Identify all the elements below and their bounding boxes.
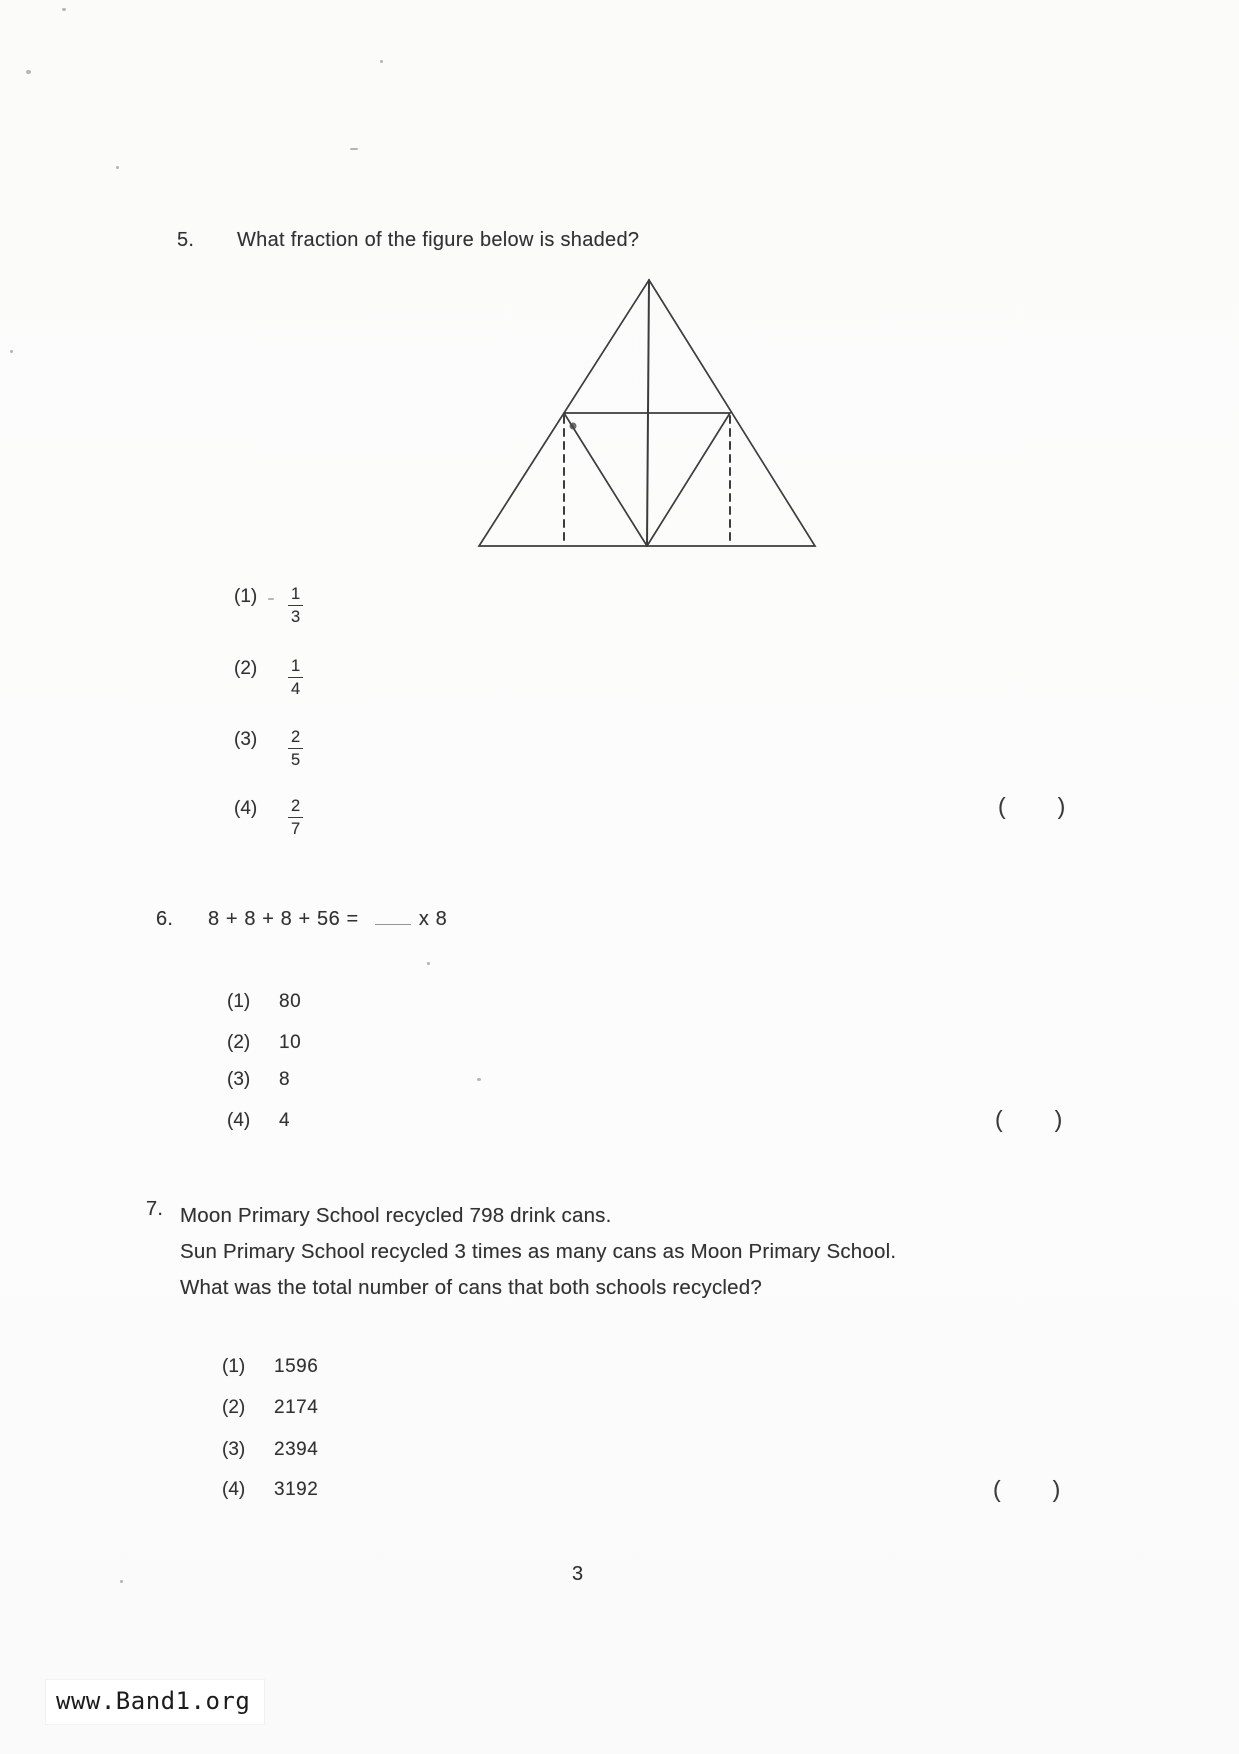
equation-right: x 8 xyxy=(418,908,448,930)
option-label: (4) xyxy=(222,1479,246,1500)
option-label: (2) xyxy=(227,1032,251,1053)
q6-answer-bracket xyxy=(995,1106,1062,1133)
question-number: 7. xyxy=(146,1198,164,1220)
question-number: 6. xyxy=(156,908,174,930)
option-label: (3) xyxy=(227,1069,251,1090)
close-bracket: ) xyxy=(1057,793,1066,819)
fraction-numerator: 2 xyxy=(291,728,301,746)
option-label: (4) xyxy=(234,798,258,819)
inner-right-line xyxy=(647,413,730,546)
option-label: (2) xyxy=(222,1397,246,1418)
scan-speck xyxy=(26,70,31,74)
close-bracket: ) xyxy=(1054,1106,1063,1132)
ink-blob xyxy=(570,423,577,430)
scan-speck xyxy=(62,8,66,11)
fraction-denominator: 4 xyxy=(288,677,303,700)
option-value: 80 xyxy=(279,991,302,1012)
open-bracket: ( xyxy=(993,1476,1001,1502)
answer-blank xyxy=(375,909,411,925)
page-number: 3 xyxy=(572,1563,584,1585)
q6-option-3 xyxy=(227,1069,290,1091)
open-bracket: ( xyxy=(995,1106,1003,1132)
option-label: (1) xyxy=(227,991,251,1012)
question-text xyxy=(180,1198,896,1306)
q7-option-2 xyxy=(222,1397,318,1419)
q5-option-1 xyxy=(234,586,303,627)
footer xyxy=(46,1680,264,1724)
scan-speck xyxy=(120,1580,123,1583)
q5-answer-bracket xyxy=(998,793,1065,820)
question-text: What fraction of the figure below is shaded? xyxy=(237,229,640,251)
equation-left: 8 + 8 + 8 + 56 = xyxy=(208,908,359,930)
question-number: 5. xyxy=(177,229,195,251)
inner-left-line xyxy=(564,413,647,546)
q6-option-2 xyxy=(227,1032,301,1054)
option-label: (3) xyxy=(234,729,258,750)
scan-speck xyxy=(10,350,13,353)
option-value: 8 xyxy=(279,1069,291,1090)
question-line-1: Moon Primary School recycled 798 drink cans. xyxy=(180,1204,612,1227)
option-value: 4 xyxy=(279,1110,291,1131)
option-label: (2) xyxy=(234,658,258,679)
option-label: (1) xyxy=(234,586,258,607)
fraction xyxy=(288,796,303,839)
option-label: (1) xyxy=(222,1356,246,1377)
fraction-numerator: 1 xyxy=(291,585,301,603)
question-line-3: What was the total number of cans that both schools recycled? xyxy=(180,1276,762,1299)
q7-answer-bracket xyxy=(993,1476,1060,1503)
close-bracket: ) xyxy=(1052,1476,1061,1502)
open-bracket: ( xyxy=(998,793,1006,819)
fraction-denominator: 5 xyxy=(288,748,303,771)
fraction xyxy=(288,727,303,770)
q5-option-3 xyxy=(234,729,303,770)
fraction-denominator: 3 xyxy=(288,605,303,628)
fraction-numerator: 1 xyxy=(291,657,301,675)
scan-speck xyxy=(116,166,119,169)
q7-option-3 xyxy=(222,1439,318,1461)
scan-speck xyxy=(427,962,430,965)
option-value: 10 xyxy=(279,1032,302,1053)
question-equation xyxy=(208,908,447,931)
option-label: (4) xyxy=(227,1110,251,1131)
footer-watermark: www.Band1.org xyxy=(56,1687,251,1715)
scan-speck xyxy=(350,148,358,150)
option-value: 2394 xyxy=(274,1439,319,1460)
question-line-2: Sun Primary School recycled 3 times as many cans as Moon Primary School. xyxy=(180,1240,897,1263)
fraction-denominator: 7 xyxy=(288,817,303,840)
fraction xyxy=(288,584,303,627)
q5-option-2 xyxy=(234,658,303,699)
option-label: (3) xyxy=(222,1439,246,1460)
option-value: 2174 xyxy=(274,1397,319,1418)
option-value: 3192 xyxy=(274,1479,319,1500)
q7-option-1 xyxy=(222,1356,318,1378)
option-value: 1596 xyxy=(274,1356,319,1377)
scan-speck xyxy=(477,1078,481,1081)
q6-option-1 xyxy=(227,991,301,1013)
fraction-numerator: 2 xyxy=(291,797,301,815)
q5-option-4 xyxy=(234,798,303,839)
triangle-figure xyxy=(470,266,826,558)
scan-speck xyxy=(380,60,383,63)
q7-option-4 xyxy=(222,1479,318,1501)
fraction xyxy=(288,656,303,699)
q6-option-4 xyxy=(227,1110,290,1132)
